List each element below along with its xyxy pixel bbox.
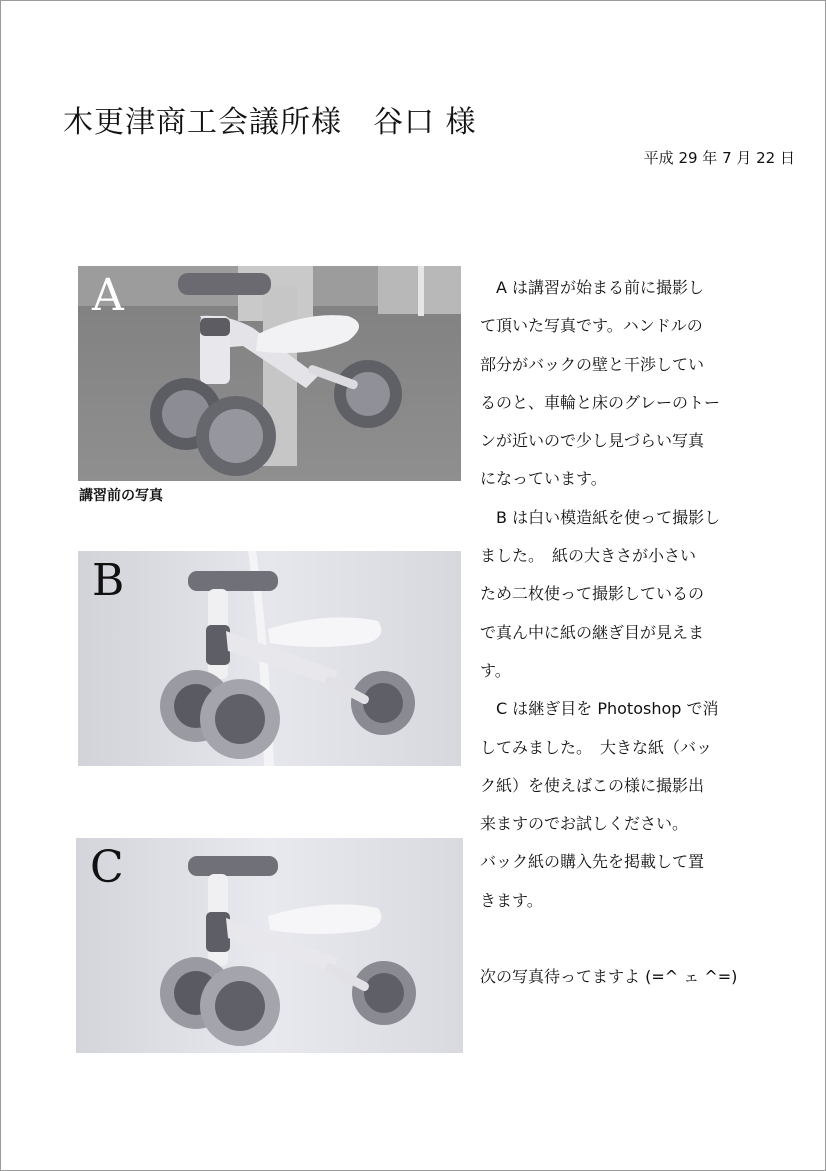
- body-line: ク紙）を使えばこの様に撮影出: [480, 775, 705, 795]
- body-line: B は白い模造紙を使って撮影し: [480, 507, 721, 527]
- body-line: C は継ぎ目を Photoshop で消: [480, 699, 719, 719]
- body-line: バック紙の購入先を掲載して置: [480, 852, 705, 872]
- photo-c-label: C: [90, 842, 124, 893]
- body-line: A は講習が始まる前に撮影し: [480, 278, 705, 297]
- photo-a-caption: 講習前の写真: [79, 488, 163, 504]
- body-line: す。: [480, 660, 511, 680]
- balance-bike-photo-white-paper-seam: [78, 551, 461, 766]
- body-line: ました。 紙の大きさが小さい: [480, 546, 697, 566]
- body-line: になっています。: [480, 469, 607, 489]
- body-line: 次の写真待ってますよ (=^ ェ ^=): [480, 967, 738, 987]
- body-line: て頂いた写真です。ハンドルの: [480, 316, 703, 336]
- body-line: で真ん中に紙の継ぎ目が見えま: [480, 622, 705, 642]
- balance-bike-photo-carpet: [78, 266, 461, 481]
- photo-a-label: A: [92, 270, 124, 321]
- photo-c: [76, 838, 463, 1053]
- body-line: るのと、車輪と床のグレーのトー: [480, 392, 721, 412]
- body-text: [480, 269, 770, 997]
- body-line: ため二枚使って撮影しているの: [480, 584, 705, 604]
- body-line: きます。: [480, 890, 543, 910]
- body-line: 来ますのでお試しください。: [480, 814, 689, 834]
- photo-a: [78, 266, 461, 481]
- body-line: 部分がバックの壁と干渉してい: [480, 354, 705, 374]
- body-line: してみました。 大きな紙（バッ: [480, 737, 713, 757]
- photo-b-label: B: [92, 555, 125, 606]
- body-line-blank: [480, 920, 770, 958]
- balance-bike-photo-seamless-background: [76, 838, 463, 1053]
- body-line: ンが近いので少し見づらい写真: [480, 431, 705, 451]
- photo-b: [78, 551, 461, 766]
- document-date: 平成 29 年 7 月 22 日: [643, 149, 795, 167]
- document-title: 木更津商工会議所様 谷口 様: [63, 105, 477, 140]
